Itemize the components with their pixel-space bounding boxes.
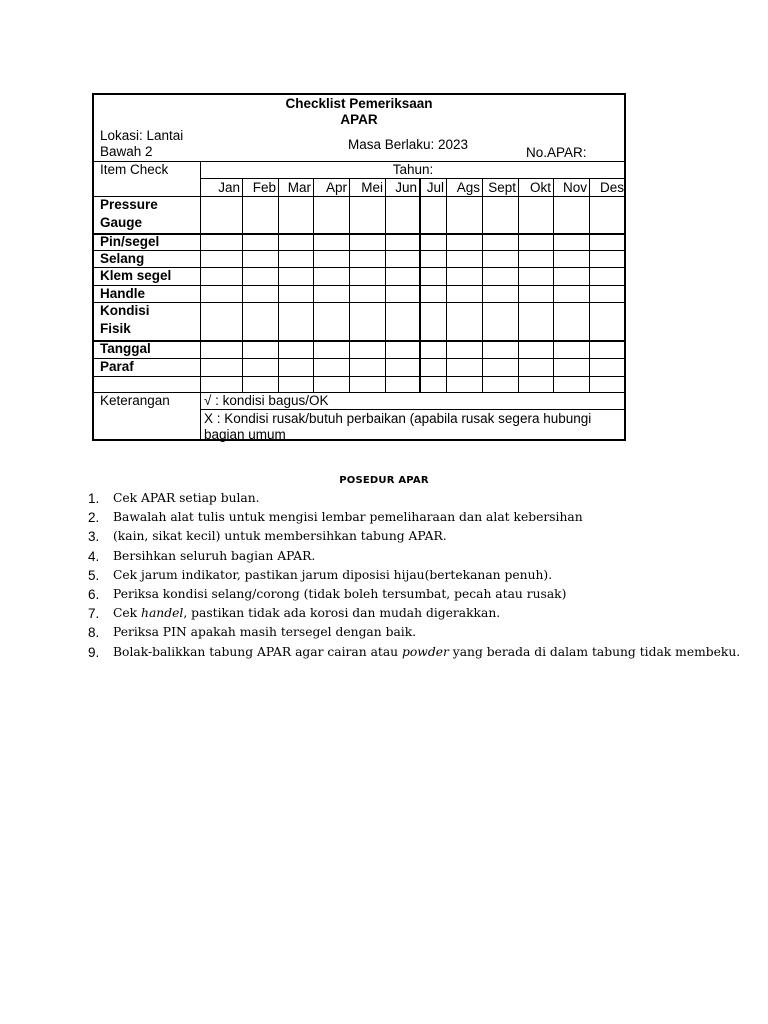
legend-damaged [204,411,591,443]
procedure-list [88,489,741,662]
item-label-line1: Kondisi [100,303,150,318]
grid-vline [278,178,279,392]
step-text: Periksa kondisi selang/corong (tidak boleh tersumbat, pecah atau rusak) [113,587,567,602]
item-label-line2: Gauge [100,215,143,230]
procedure-step [88,508,648,527]
step-text: Periksa PIN apakah masih tersegel dengan baik. [113,625,417,640]
step-text: Bawalah alat tulis untuk mengisi lembar pemeliharaan dan alat kebersihan [113,510,583,525]
grid-hline [94,161,624,162]
step-number: 6. [88,587,100,603]
checklist-title [94,96,624,128]
step-text: Bersihkan seluruh bagian APAR. [113,548,316,563]
grid-vline [349,178,350,392]
step-text: yang berada di dalam tabung tidak membeku. [448,644,741,659]
grid-vline [419,178,421,392]
procedure-step [88,643,741,662]
item-label [100,358,134,376]
grid-hline [94,285,624,286]
step-number: 9. [88,644,100,660]
step-number: 4. [88,548,100,564]
step-text: (kain, sikat kecil) untuk membersihkan tabung APAR. [113,529,447,544]
step-number: 1. [88,491,100,506]
step-text: Cek jarum indikator, pastikan jarum diposisi hijau(bertekanan penuh). [113,567,553,582]
checklist-table [92,93,626,441]
grid-vline [313,178,314,392]
procedure-step [88,527,648,546]
item-label-line1: Pin/segel [100,234,160,249]
grid-vline [200,161,201,441]
month-header: Nov [562,180,587,195]
location-line1: Lokasi: Lantai [100,128,184,143]
month-header: Jul [426,180,444,195]
legend-damaged-line2: bagian umum [204,427,286,442]
grid-vline [518,178,519,392]
month-header: Mar [287,180,311,195]
grid-vline [553,178,554,392]
procedure-step [88,604,648,623]
procedure-step [88,585,648,604]
step-number: 2. [88,510,100,526]
legend-damaged-line1: X : Kondisi rusak/butuh perbaikan (apabila rusak segera hubungi [204,411,592,426]
apar-number-label: No.APAR: [526,145,587,160]
step-number: 8. [88,625,100,641]
grid-hline [94,358,624,359]
month-header: Jan [218,180,240,195]
grid-vline [589,178,590,392]
grid-hline [94,267,624,268]
grid-hline [200,409,624,410]
month-header: Mei [361,180,383,195]
procedure-step [88,547,648,566]
step-text: Cek [113,606,142,621]
location-label [100,128,183,160]
item-label-line1: Klem segel [100,268,172,283]
procedure-title: POSEDUR APAR [339,475,429,486]
item-label-line1: Tanggal [100,341,151,356]
grid-hline [94,196,624,197]
item-label-line1: Paraf [100,359,134,374]
checklist-title-line1: Checklist Pemeriksaan [285,96,433,111]
checklist-title-line2: APAR [340,112,378,127]
month-header: Feb [252,180,276,195]
grid-hline [200,178,624,179]
grid-hline [94,340,624,342]
location-line2: Bawah 2 [100,144,153,159]
year-header: Tahun: [392,162,434,177]
month-header: Ags [456,180,480,195]
grid-hline [94,250,624,251]
step-text: Bolak-balikkan tabung APAR agar cairan atau [113,644,403,659]
step-text: , pastikan tidak ada korosi dan mudah digerakkan. [183,606,501,621]
procedure-step [88,623,648,642]
grid-vline [446,178,447,392]
item-label-line2: Fisik [100,321,131,336]
procedure-step [88,489,648,508]
grid-hline [94,233,624,235]
grid-hline [94,392,624,393]
item-label [100,250,144,268]
grid-vline [385,178,386,392]
item-label [100,302,150,338]
validity-label: Masa Berlaku: 2023 [348,137,469,152]
procedure-step [88,566,648,585]
step-number: 5. [88,567,100,583]
step-number: 7. [88,606,100,622]
grid-hline [94,376,624,377]
legend-ok: √ : kondisi bagus/OK [204,393,329,408]
month-header: Des [599,180,624,195]
item-label-line1: Selang [100,251,145,266]
month-header: Sept [488,180,516,195]
step-text: powder [402,644,449,659]
month-header: Apr [325,180,347,195]
item-label-line1: Pressure [100,197,158,212]
item-check-header: Item Check [100,162,169,177]
step-number: 3. [88,529,100,545]
item-label [100,233,159,251]
step-text: Cek APAR setiap bulan. [113,491,260,505]
item-label [100,340,151,358]
grid-hline [94,302,624,303]
month-header: Okt [529,180,551,195]
step-text: handel [141,606,184,621]
item-label [100,267,171,285]
item-label-line1: Handle [100,286,146,301]
item-label [100,285,145,303]
month-header: Jun [395,180,417,195]
item-label [100,196,158,232]
remarks-label: Keterangan [100,393,170,408]
grid-vline [242,178,243,392]
grid-vline [482,178,483,392]
